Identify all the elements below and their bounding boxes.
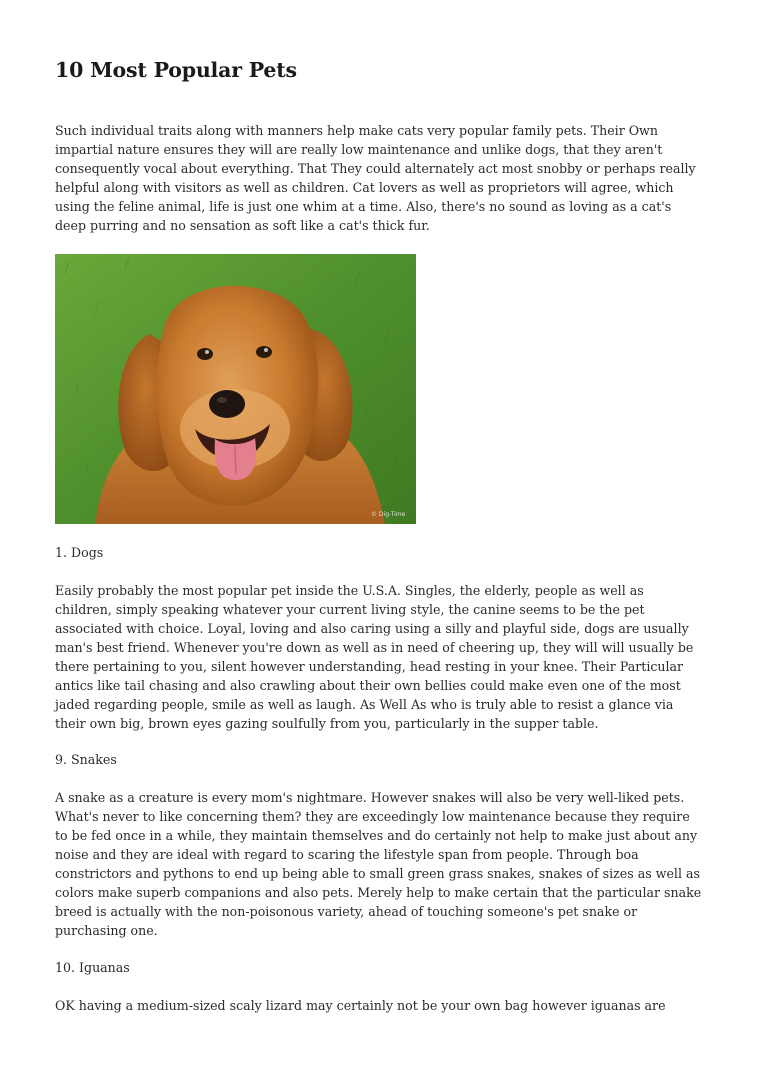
text-line: Easily probably the most popular pet inside the U.S.A. Singles, the elderly, people as well as [55,583,644,598]
text-line: colors make superb companions and also pets. Merely help to make certain that the particular snake [55,885,702,900]
text-line: associated with choice. Loyal, loving and also caring using a silly and playful side, dogs are usually [55,621,689,636]
text-line: What's never to like concerning them? they are exceedingly low maintenance because they require [55,809,690,824]
text-line: impartial nature ensures they will are really low maintenance and unlike dogs, that they aren't [55,142,663,157]
page-title: 10 Most Popular Pets [55,58,297,82]
text-line: breed is actually with the non-poisonous variety, ahead of touching someone's pet snake or [55,904,638,919]
text-line: constrictors and pythons to end up being able to small green grass snakes, snakes of sizes as well as [55,866,700,881]
golden-retriever-photo [55,254,416,524]
photo-watermark: © Dig-Time [371,511,406,518]
text-line: OK having a medium-sized scaly lizard may certainly not be your own bag however iguanas are [55,998,666,1013]
text-line: there pertaining to you, silent however understanding, head resting in your knee. Their Particular [55,659,684,674]
text-line: antics like tail chasing and also crawling about their own bellies could make even one of the most [55,678,681,693]
text-line: children, simply speaking whatever your current living style, the canine seems to be the pet [55,602,645,617]
text-line: helpful along with visitors as well as children. Cat lovers as well as proprietors will agree, which [55,180,674,195]
text-line: Such individual traits along with manners help make cats very popular family pets. Their Own [55,123,658,138]
text-line: purchasing one. [55,923,158,938]
intro-paragraph [55,121,715,235]
text-line: deep purring and no sensation as soft like a cat's thick fur. [55,218,430,233]
iguanas-paragraph [55,996,715,1015]
text-line: to be fed once in a while, they maintain themselves and do certainly not help to make just about any [55,828,698,843]
section-heading-snakes: 9. Snakes [55,752,117,767]
snakes-paragraph [55,788,715,940]
text-line: noise and they are ideal with regard to scaring the lifestyle span from people. Through boa [55,847,639,862]
text-line: man's best friend. Whenever you're down as well as in need of cheering up, they will will usually be [55,640,694,655]
text-line: jaded regarding people, smile as well as laugh. As Well As who is truly able to resist a glance via [55,697,674,712]
dogs-paragraph [55,581,715,733]
section-heading-dogs: 1. Dogs [55,545,104,560]
section-heading-iguanas: 10. Iguanas [55,960,130,975]
text-line: A snake as a creature is every mom's nightmare. However snakes will also be very well-liked pets. [55,790,685,805]
text-line: using the feline animal, life is just one whim at a time. Also, there's no sound as loving as a cat's [55,199,672,214]
text-line: consequently vocal about everything. That They could alternately act most snobby or perhaps really [55,161,696,176]
text-line: their own big, brown eyes gazing soulfully from you, particularly in the supper table. [55,716,599,731]
